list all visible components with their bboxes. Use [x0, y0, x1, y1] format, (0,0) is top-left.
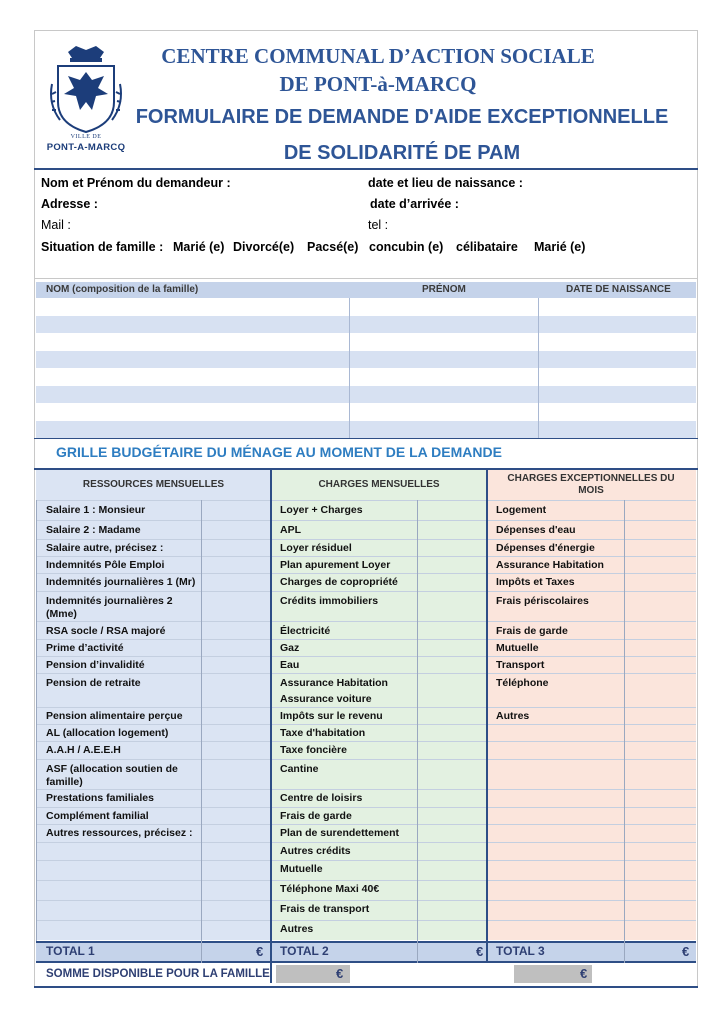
resource-label: Indemnités journalières 1 (Mr) [46, 576, 196, 588]
family-row[interactable] [36, 386, 696, 404]
family-option-divorced[interactable]: Divorcé(e) [233, 240, 295, 254]
resource-label: Prime d’activité [46, 642, 124, 654]
charge-label: Plan apurement Loyer [280, 559, 391, 571]
budget-section-title: GRILLE BUDGÉTAIRE DU MÉNAGE AU MOMENT DE LA DEMANDE [56, 444, 502, 460]
exceptional-label: Logement [496, 504, 547, 516]
charge-label: Autres crédits [280, 845, 351, 857]
row-divider [36, 500, 271, 501]
exceptional-label: Frais de garde [496, 625, 568, 637]
exceptional-label: Téléphone [496, 677, 549, 689]
row-divider [272, 900, 486, 901]
charge-label: Électricité [280, 625, 331, 637]
row-divider [488, 520, 696, 521]
family-option-pacsed[interactable]: Pacsé(e) [307, 240, 359, 254]
row-divider [36, 824, 271, 825]
logo-caption-small: VILLE DE [70, 134, 102, 140]
row-divider [272, 673, 486, 674]
resource-label: Autres ressources, précisez : [46, 827, 193, 839]
family-table-header [36, 282, 696, 298]
row-divider [272, 573, 486, 574]
charge-label: Mutuelle [280, 863, 323, 875]
total-amount-divider [624, 941, 625, 963]
left-border [36, 500, 37, 941]
row-divider [488, 724, 696, 725]
row-divider [272, 656, 486, 657]
address-field-label[interactable]: Adresse : [41, 197, 98, 211]
totals-row [36, 941, 696, 963]
total-amount-divider [201, 941, 202, 963]
charge-label: Gaz [280, 642, 300, 654]
row-divider [272, 621, 486, 622]
charge-label: Téléphone Maxi 40€ [280, 883, 380, 895]
resource-label: Pension d’invalidité [46, 659, 145, 671]
row-divider [272, 824, 486, 825]
family-option-married-2[interactable]: Marié (e) [534, 240, 586, 254]
row-divider [488, 639, 696, 640]
charge-label: Autres [280, 923, 314, 935]
row-divider [488, 656, 696, 657]
row-divider [272, 789, 486, 790]
total3-value[interactable]: € [682, 944, 690, 959]
row-divider [488, 573, 696, 574]
resource-label: Pension de retraite [46, 677, 141, 689]
column-divider [486, 468, 488, 963]
row-divider [488, 807, 696, 808]
mail-field-label[interactable]: Mail : [41, 218, 71, 232]
charge-label: Assurance voiture [280, 693, 372, 705]
row-divider [272, 707, 486, 708]
charge-label: Centre de loisirs [280, 792, 363, 804]
form-title-line1: FORMULAIRE DE DEMANDE D'AIDE EXCEPTIONNELLE [135, 106, 669, 128]
row-divider [36, 807, 271, 808]
row-divider [272, 860, 486, 861]
row-divider [36, 860, 271, 861]
resource-label: Indemnités journalières 2 (Mme) [46, 595, 173, 620]
resource-label: Indemnités Pôle Emploi [46, 559, 165, 571]
exceptional-label: Dépenses d'eau [496, 524, 576, 536]
resource-label: Complément familial [46, 810, 149, 822]
family-col-name: NOM (composition de la famille) [46, 284, 199, 295]
row-divider [36, 556, 271, 557]
family-row[interactable] [36, 421, 696, 439]
row-divider [272, 842, 486, 843]
total1-label: TOTAL 1 [46, 944, 95, 958]
family-option-single[interactable]: célibataire [456, 240, 518, 254]
row-divider [36, 789, 271, 790]
row-divider [488, 556, 696, 557]
family-row[interactable] [36, 403, 696, 421]
row-divider [36, 639, 271, 640]
resource-label: Salaire 2 : Madame [46, 524, 141, 536]
charge-label: Frais de garde [280, 810, 352, 822]
family-status-label: Situation de famille : [41, 240, 164, 254]
charge-label: Eau [280, 659, 300, 671]
exceptional-header: CHARGES EXCEPTIONNELLES DU MOIS [507, 473, 675, 496]
charge-label: Taxe foncière [280, 744, 347, 756]
resource-label: Prestations familiales [46, 792, 154, 804]
row-divider [272, 807, 486, 808]
resource-label: ASF (allocation soutien de famille) [46, 763, 178, 788]
charge-label: Frais de transport [280, 903, 370, 915]
total3-label: TOTAL 3 [496, 944, 545, 958]
family-option-married[interactable]: Marié (e) [173, 240, 225, 254]
available-sum-currency: € [336, 966, 344, 981]
exceptional-label: Frais périscolaires [496, 595, 589, 607]
total2-value[interactable]: € [476, 944, 484, 959]
family-row[interactable] [36, 351, 696, 369]
charge-label: Impôts sur le revenu [280, 710, 383, 722]
row-divider [272, 539, 486, 540]
org-title-line2: DE PONT-à-MARCQ [279, 72, 477, 96]
row-divider [36, 539, 271, 540]
family-option-concubin[interactable]: concubin (e) [369, 240, 444, 254]
row-divider [272, 500, 486, 501]
charges-amount-divider [417, 500, 418, 941]
column-divider [486, 941, 488, 963]
family-col-divider [349, 298, 350, 438]
row-divider [488, 900, 696, 901]
row-divider [488, 880, 696, 881]
row-divider [488, 673, 696, 674]
exceptional-label: Mutuelle [496, 642, 539, 654]
family-table-bottom [34, 438, 698, 439]
family-row[interactable] [36, 316, 696, 334]
name-field-label[interactable]: Nom et Prénom du demandeur : [41, 176, 231, 190]
logo-caption: PONT-A-MARCQ [46, 142, 126, 153]
row-divider [488, 500, 696, 501]
resource-label: AL (allocation logement) [46, 727, 169, 739]
info-divider [34, 278, 698, 279]
resource-label: A.A.H / A.E.E.H [46, 744, 121, 756]
row-divider [488, 591, 696, 592]
row-divider [488, 759, 696, 760]
row-divider [36, 759, 271, 760]
charge-label: Cantine [280, 763, 319, 775]
row-divider [36, 520, 271, 521]
family-row[interactable] [36, 298, 696, 316]
row-divider [488, 707, 696, 708]
bottom-border [34, 986, 698, 988]
exceptional-amount-divider [624, 500, 625, 941]
header-divider [34, 168, 698, 170]
row-divider [272, 724, 486, 725]
row-divider [36, 656, 271, 657]
row-divider [36, 842, 271, 843]
row-divider [36, 591, 271, 592]
resource-label: Pension alimentaire perçue [46, 710, 183, 722]
exceptional-label: Autres [496, 710, 530, 722]
row-divider [272, 556, 486, 557]
row-divider [272, 880, 486, 881]
row-divider [488, 539, 696, 540]
tel-field-label[interactable]: tel : [368, 218, 389, 232]
row-divider [36, 621, 271, 622]
row-divider [272, 741, 486, 742]
row-divider [36, 920, 271, 921]
row-divider [36, 724, 271, 725]
row-divider [488, 789, 696, 790]
row-divider [36, 573, 271, 574]
row-divider [272, 920, 486, 921]
family-col-firstname: PRÉNOM [422, 284, 466, 295]
row-divider [36, 900, 271, 901]
column-divider [270, 468, 272, 983]
birth-field-label[interactable]: date et lieu de naissance : [368, 176, 523, 190]
charge-label: Loyer résiduel [280, 542, 352, 554]
charge-label: Plan de surendettement [280, 827, 400, 839]
row-divider [36, 673, 271, 674]
exceptional-label: Assurance Habitation [496, 559, 604, 571]
row-divider [488, 920, 696, 921]
resources-header: RESSOURCES MENSUELLES [82, 479, 225, 490]
form-title-line2: DE SOLIDARITÉ DE PAM [283, 142, 521, 164]
family-col-birthdate: DATE DE NAISSANCE [566, 284, 671, 295]
row-divider [272, 591, 486, 592]
charge-label: Charges de copropriété [280, 576, 398, 588]
row-divider [272, 639, 486, 640]
org-title-line1: CENTRE COMMUNAL D’ACTION SOCIALE [161, 44, 595, 68]
column-divider [270, 941, 272, 963]
family-row[interactable] [36, 333, 696, 351]
exceptional-label: Transport [496, 659, 545, 671]
row-divider [36, 880, 271, 881]
resource-label: Salaire autre, précisez : [46, 542, 164, 554]
resources-amount-divider [201, 500, 202, 941]
row-divider [488, 860, 696, 861]
row-divider [488, 621, 696, 622]
charge-label: APL [280, 524, 301, 536]
resource-label: Salaire 1 : Monsieur [46, 504, 146, 516]
available-sum-currency-2: € [580, 966, 588, 981]
total1-value[interactable]: € [256, 944, 264, 959]
row-divider [488, 824, 696, 825]
charge-label: Crédits immobiliers [280, 595, 379, 607]
row-divider [272, 759, 486, 760]
charges-header: CHARGES MENSUELLES [318, 479, 440, 490]
family-col-divider [538, 298, 539, 438]
total-amount-divider [417, 941, 418, 963]
exceptional-label: Impôts et Taxes [496, 576, 575, 588]
row-divider [36, 707, 271, 708]
row-divider [488, 741, 696, 742]
charge-label: Taxe d'habitation [280, 727, 366, 739]
charge-label: Loyer + Charges [280, 504, 363, 516]
available-sum-label: SOMME DISPONIBLE POUR LA FAMILLE [46, 968, 270, 980]
row-divider [36, 741, 271, 742]
row-divider [488, 842, 696, 843]
charge-label: Assurance Habitation [280, 677, 388, 689]
total2-label: TOTAL 2 [280, 944, 329, 958]
family-row[interactable] [36, 368, 696, 386]
exceptional-label: Dépenses d'énergie [496, 542, 595, 554]
arrival-field-label[interactable]: date d’arrivée : [370, 197, 459, 211]
row-divider [272, 520, 486, 521]
resource-label: RSA socle / RSA majoré [46, 625, 166, 637]
